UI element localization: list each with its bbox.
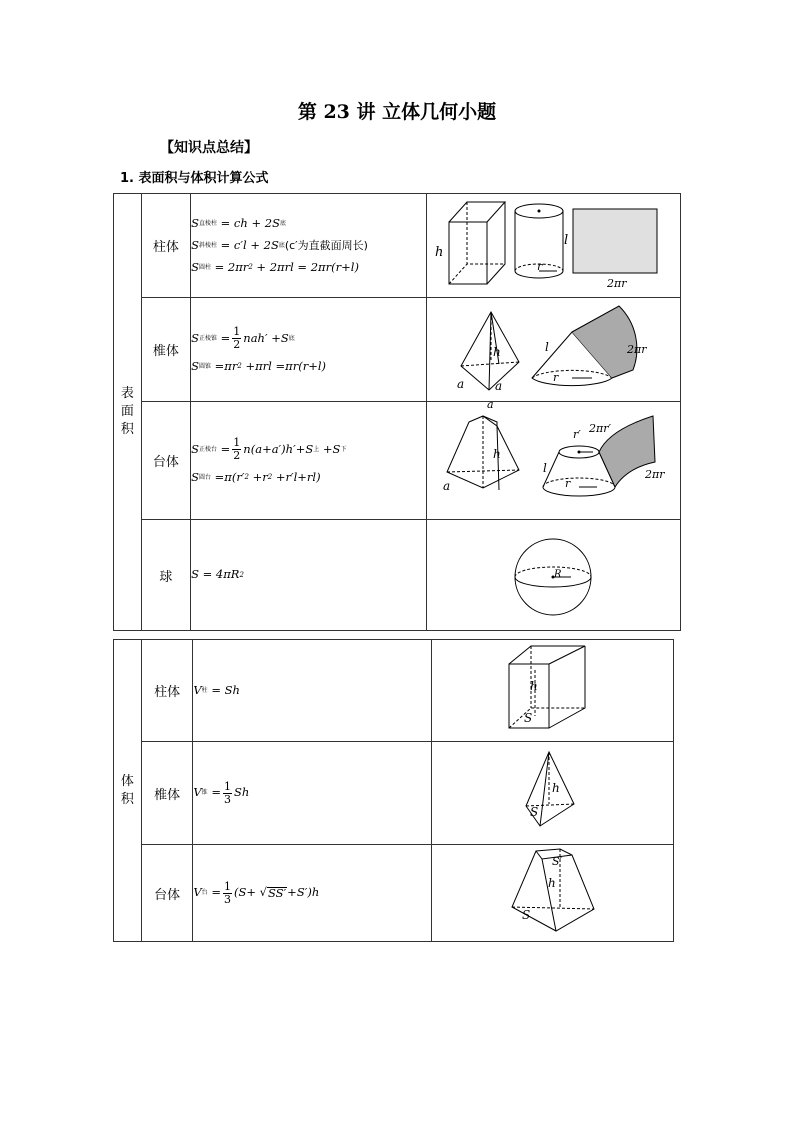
pyramid-volume-formula: V 锥 = $\frac{1}{3}$ Sh	[193, 742, 432, 845]
label-2pir: 2πr	[626, 343, 647, 356]
prism-figure-cell	[426, 194, 680, 298]
category-label: 体积	[120, 773, 134, 807]
table-row	[114, 742, 674, 845]
label-2pir-prime: 2πr′	[588, 422, 611, 435]
label-a: a	[456, 377, 465, 391]
label-h: h	[547, 876, 556, 890]
prism-cylinder-figure	[427, 194, 680, 293]
shape-name: 球	[141, 520, 190, 631]
frustum-volume-figure	[432, 845, 673, 937]
sphere-surface-formula: S = 4 πR 2	[191, 520, 427, 631]
table-row	[114, 640, 674, 742]
label-h: h	[492, 345, 501, 359]
shape-name: 柱体	[141, 640, 193, 742]
volume-table	[113, 639, 674, 942]
label-h: h	[492, 447, 501, 461]
prism-volume-formula: V 柱 = Sh	[193, 640, 432, 742]
label-h: h	[434, 245, 444, 260]
perimeter-note: (c′为直截面周长)	[284, 239, 368, 252]
label-a-prime: a′	[486, 402, 497, 411]
frustum-volume-formula: V 台 = $\frac{1}{3}$ ( S + √ SS′ + S′ ) h	[193, 845, 432, 942]
label-l: l	[542, 461, 547, 475]
shape-name: 椎体	[141, 298, 190, 402]
sphere-figure	[427, 520, 680, 626]
label-l: l	[544, 340, 549, 354]
frustum-figure	[427, 402, 680, 515]
label-2pir: 2πr	[606, 277, 627, 290]
page-title: 第 23 讲 立体几何小题	[297, 101, 497, 123]
shape-name: 椎体	[141, 742, 193, 845]
table-row	[114, 298, 681, 402]
label-a: a	[442, 479, 451, 493]
shape-name: 台体	[141, 402, 190, 520]
shape-name: 台体	[141, 845, 193, 942]
surface-area-category	[114, 194, 142, 631]
frustum-figure-cell	[426, 402, 680, 520]
prism-volume-figure-cell	[431, 640, 673, 742]
pyramid-figure-cell	[426, 298, 680, 402]
label-r-prime: r′	[572, 428, 581, 441]
label-S-prime: S′	[551, 855, 563, 868]
pyramid-surface-formula: S 正棱锥 = $\frac{1}{2}$ nah′ + S 底 S 圆锥 = πr 2 + πrl = πr ( r + l )	[191, 298, 427, 402]
category-label: 表面积	[120, 386, 134, 437]
section-heading: 1. 表面积与体积计算公式	[120, 171, 269, 186]
label-S: S	[529, 805, 539, 819]
prism-surface-formula: S 直棱柱 = ch + 2 S 底 S 斜棱柱 = c′l + 2 S 底 (c′为直截面周长) S 圆柱 = 2 πr 2 + 2 πrl = 2 πr ( r + l )	[191, 194, 427, 298]
table-row	[114, 194, 681, 298]
pyramid-cone-figure	[427, 298, 680, 397]
summary-heading: 【知识点总结】	[160, 140, 258, 156]
label-r: r	[564, 477, 571, 490]
surface-area-table	[113, 193, 681, 631]
pyramid-volume-figure-cell	[431, 742, 673, 845]
label-h: h	[529, 679, 538, 693]
label-h: h	[551, 781, 560, 795]
label-r: r	[536, 260, 543, 273]
shape-name: 柱体	[141, 194, 190, 298]
table-row	[114, 845, 674, 942]
table-row	[114, 402, 681, 520]
pyramid-volume-figure	[432, 742, 673, 840]
label-S: S	[521, 908, 531, 922]
label-a: a	[494, 379, 503, 393]
prism-volume-figure	[432, 640, 673, 737]
label-S: S	[523, 711, 533, 725]
sphere-figure-cell	[426, 520, 680, 631]
frustum-surface-formula: S 正棱台 = $\frac{1}{2}$ n ( a + a′ ) h′ + S 上 + S 下 S 圆台 = π ( r′ 2 + r 2 + r′l + rl )	[191, 402, 427, 520]
label-R: R	[553, 569, 562, 580]
frustum-volume-figure-cell	[431, 845, 673, 942]
volume-category	[114, 640, 142, 942]
label-l: l	[563, 233, 569, 248]
label-r: r	[552, 371, 559, 384]
table-row	[114, 520, 681, 631]
label-2pir: 2πr	[644, 468, 665, 481]
